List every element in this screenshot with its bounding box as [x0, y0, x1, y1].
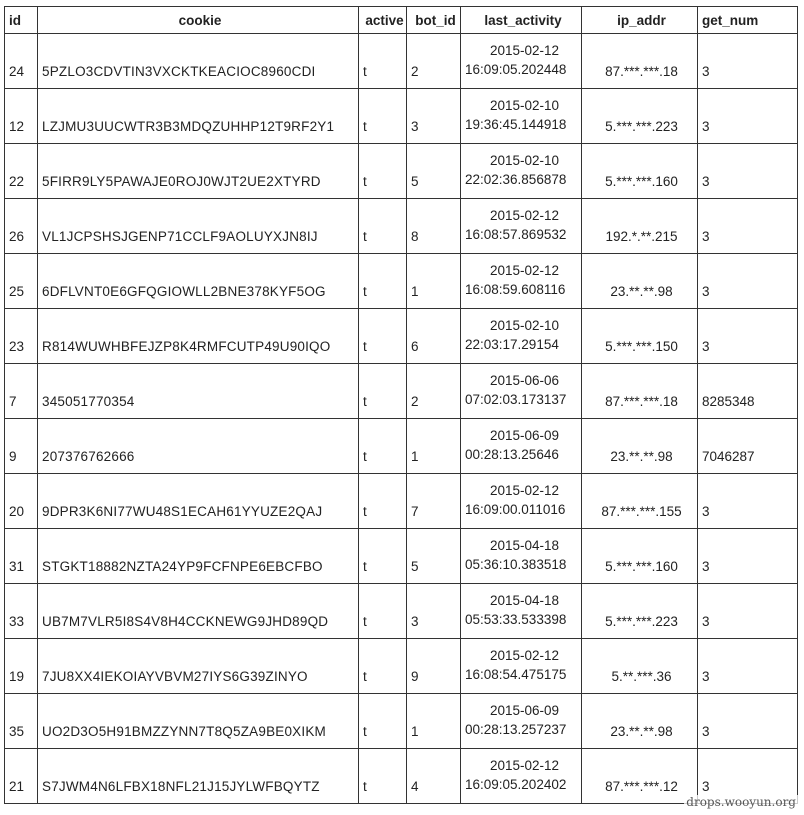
cell-bot-id: 5 [407, 144, 461, 199]
cell-bot-id: 7 [407, 474, 461, 529]
table-row [5, 199, 798, 254]
cell-active: t [359, 254, 407, 309]
cell-get-num: 3 [698, 254, 798, 309]
cell-get-num: 3 [698, 474, 798, 529]
table-row [5, 474, 798, 529]
header-get-num: get_num [698, 7, 798, 34]
cell-ip-addr: 5.***.***.160 [582, 144, 698, 199]
cell-cookie: LZJMU3UUCWTR3B3MDQZUHHP12T9RF2Y1 [38, 89, 359, 144]
cell-ip-addr: 192.*.**.215 [582, 199, 698, 254]
cell-ip-addr: 5.***.***.223 [582, 89, 698, 144]
cell-ip-addr: 23.**.**.98 [582, 694, 698, 749]
cell-active: t [359, 749, 407, 804]
table-row [5, 584, 798, 639]
cell-last-activity-time: 16:09:00.011016 [465, 502, 566, 517]
table-row [5, 309, 798, 364]
header-active: active [359, 7, 407, 34]
cell-id: 26 [5, 199, 38, 254]
cell-ip-addr: 87.***.***.18 [582, 34, 698, 89]
table-row [5, 419, 798, 474]
cell-last-activity-time: 16:09:05.202448 [465, 62, 567, 77]
table-row [5, 694, 798, 749]
cell-ip-addr: 5.**.***.36 [582, 639, 698, 694]
cell-id: 21 [5, 749, 38, 804]
cell-id: 24 [5, 34, 38, 89]
cell-ip-addr: 87.***.***.12 [582, 749, 698, 804]
cell-id: 22 [5, 144, 38, 199]
cell-last-activity-time: 22:03:17.29154 [465, 337, 559, 352]
cell-get-num: 3 [698, 584, 798, 639]
table-row [5, 34, 798, 89]
cell-cookie: VL1JCPSHSJGENP71CCLF9AOLUYXJN8IJ [38, 199, 359, 254]
cell-last-activity-time: 19:36:45.144918 [465, 117, 567, 132]
cell-last-activity-time: 00:28:13.25646 [465, 447, 559, 462]
cell-get-num: 3 [698, 694, 798, 749]
table-row [5, 364, 798, 419]
cell-last-activity-time: 22:02:36.856878 [465, 172, 567, 187]
cell-last-activity-date: 2015-02-12 [489, 758, 559, 773]
cell-bot-id: 2 [407, 34, 461, 89]
cell-get-num: 7046287 [698, 419, 798, 474]
cell-get-num: 3 [698, 749, 798, 804]
cell-cookie: R814WUWHBFEJZP8K4RMFCUTP49U90IQO [38, 309, 359, 364]
watermark: drops.wooyun.org [686, 795, 796, 809]
cell-cookie: 345051770354 [38, 364, 359, 419]
cell-bot-id: 8 [407, 199, 461, 254]
cell-last-activity-date: 2015-02-12 [489, 648, 559, 663]
table-row [5, 89, 798, 144]
cell-cookie: 9DPR3K6NI77WU48S1ECAH61YYUZE2QAJ [38, 474, 359, 529]
cell-last-activity [461, 529, 582, 584]
header-ip-addr: ip_addr [582, 7, 698, 34]
cell-id: 33 [5, 584, 38, 639]
cell-last-activity [461, 199, 582, 254]
cell-bot-id: 6 [407, 309, 461, 364]
header-last-activity: last_activity [461, 7, 582, 34]
cell-last-activity-date: 2015-02-12 [489, 208, 559, 223]
cell-last-activity-time: 16:08:57.869532 [465, 227, 567, 242]
cell-active: t [359, 309, 407, 364]
cell-active: t [359, 694, 407, 749]
cell-last-activity [461, 254, 582, 309]
cell-cookie: UO2D3O5H91BMZZYNN7T8Q5ZA9BE0XIKM [38, 694, 359, 749]
cell-get-num: 3 [698, 34, 798, 89]
cell-ip-addr: 23.**.**.98 [582, 419, 698, 474]
cell-cookie: S7JWM4N6LFBX18NFL21J15JYLWFBQYTZ [38, 749, 359, 804]
cell-last-activity [461, 309, 582, 364]
cell-cookie: 5FIRR9LY5PAWAJE0ROJ0WJT2UE2XTYRD [38, 144, 359, 199]
cell-get-num: 3 [698, 309, 798, 364]
cell-bot-id: 1 [407, 419, 461, 474]
cell-get-num: 3 [698, 144, 798, 199]
cell-active: t [359, 364, 407, 419]
cell-ip-addr: 5.***.***.150 [582, 309, 698, 364]
cell-last-activity-date: 2015-02-10 [489, 153, 559, 168]
cell-get-num: 3 [698, 89, 798, 144]
cell-id: 9 [5, 419, 38, 474]
cell-ip-addr: 5.***.***.223 [582, 584, 698, 639]
cell-last-activity-time: 05:53:33.533398 [465, 612, 567, 627]
cell-bot-id: 3 [407, 89, 461, 144]
cell-id: 35 [5, 694, 38, 749]
cell-bot-id: 1 [407, 254, 461, 309]
cell-bot-id: 9 [407, 639, 461, 694]
cell-id: 19 [5, 639, 38, 694]
cell-bot-id: 5 [407, 529, 461, 584]
cell-ip-addr: 5.***.***.160 [582, 529, 698, 584]
cell-last-activity [461, 144, 582, 199]
cell-cookie: STGKT18882NZTA24YP9FCFNPE6EBCFBO [38, 529, 359, 584]
cell-last-activity [461, 419, 582, 474]
cell-last-activity [461, 89, 582, 144]
cell-id: 20 [5, 474, 38, 529]
cell-last-activity-date: 2015-02-12 [489, 43, 559, 58]
table-row [5, 144, 798, 199]
header-row [5, 7, 798, 34]
cell-bot-id: 3 [407, 584, 461, 639]
bots-table [4, 6, 798, 804]
cell-active: t [359, 639, 407, 694]
cell-active: t [359, 199, 407, 254]
cell-cookie: 6DFLVNT0E6GFQGIOWLL2BNE378KYF5OG [38, 254, 359, 309]
cell-active: t [359, 144, 407, 199]
header-bot-id: bot_id [407, 7, 461, 34]
cell-last-activity [461, 474, 582, 529]
cell-ip-addr: 23.**.**.98 [582, 254, 698, 309]
cell-bot-id: 2 [407, 364, 461, 419]
cell-ip-addr: 87.***.***.155 [582, 474, 698, 529]
table-row [5, 749, 798, 804]
header-id: id [5, 7, 38, 34]
cell-active: t [359, 89, 407, 144]
cell-get-num: 3 [698, 639, 798, 694]
cell-last-activity-date: 2015-04-18 [489, 538, 559, 553]
cell-last-activity-time: 00:28:13.257237 [465, 722, 567, 737]
cell-get-num: 3 [698, 199, 798, 254]
cell-active: t [359, 584, 407, 639]
table-row [5, 254, 798, 309]
cell-last-activity-time: 16:08:59.608116 [465, 282, 566, 297]
cell-last-activity-time: 16:08:54.475175 [465, 667, 567, 682]
header-cookie: cookie [38, 7, 359, 34]
cell-last-activity-date: 2015-02-12 [489, 483, 559, 498]
cell-cookie: 207376762666 [38, 419, 359, 474]
cell-cookie: 7JU8XX4IEKOIAYVBVM27IYS6G39ZINYO [38, 639, 359, 694]
cell-active: t [359, 419, 407, 474]
cell-get-num: 3 [698, 529, 798, 584]
table-row [5, 529, 798, 584]
cell-last-activity-date: 2015-06-06 [489, 373, 559, 388]
cell-id: 12 [5, 89, 38, 144]
cell-last-activity-date: 2015-02-10 [489, 318, 559, 333]
cell-cookie: UB7M7VLR5I8S4V8H4CCKNEWG9JHD89QD [38, 584, 359, 639]
cell-last-activity-time: 05:36:10.383518 [465, 557, 567, 572]
cell-active: t [359, 34, 407, 89]
cell-last-activity-time: 16:09:05.202402 [465, 777, 567, 792]
cell-id: 31 [5, 529, 38, 584]
cell-get-num: 8285348 [698, 364, 798, 419]
cell-cookie: 5PZLO3CDVTIN3VXCKTKEACIOC8960CDI [38, 34, 359, 89]
cell-last-activity [461, 639, 582, 694]
cell-last-activity-date: 2015-06-09 [489, 703, 559, 718]
cell-last-activity-date: 2015-02-10 [489, 98, 559, 113]
cell-last-activity [461, 749, 582, 804]
cell-bot-id: 4 [407, 749, 461, 804]
cell-last-activity [461, 34, 582, 89]
table-row [5, 639, 798, 694]
cell-active: t [359, 529, 407, 584]
cell-last-activity-date: 2015-06-09 [489, 428, 559, 443]
cell-last-activity-date: 2015-02-12 [489, 263, 559, 278]
cell-active: t [359, 474, 407, 529]
cell-ip-addr: 87.***.***.18 [582, 364, 698, 419]
cell-id: 7 [5, 364, 38, 419]
cell-id: 23 [5, 309, 38, 364]
cell-last-activity-time: 07:02:03.173137 [465, 392, 567, 407]
cell-last-activity [461, 584, 582, 639]
cell-last-activity [461, 694, 582, 749]
cell-bot-id: 1 [407, 694, 461, 749]
cell-last-activity-date: 2015-04-18 [489, 593, 559, 608]
cell-id: 25 [5, 254, 38, 309]
cell-last-activity [461, 364, 582, 419]
